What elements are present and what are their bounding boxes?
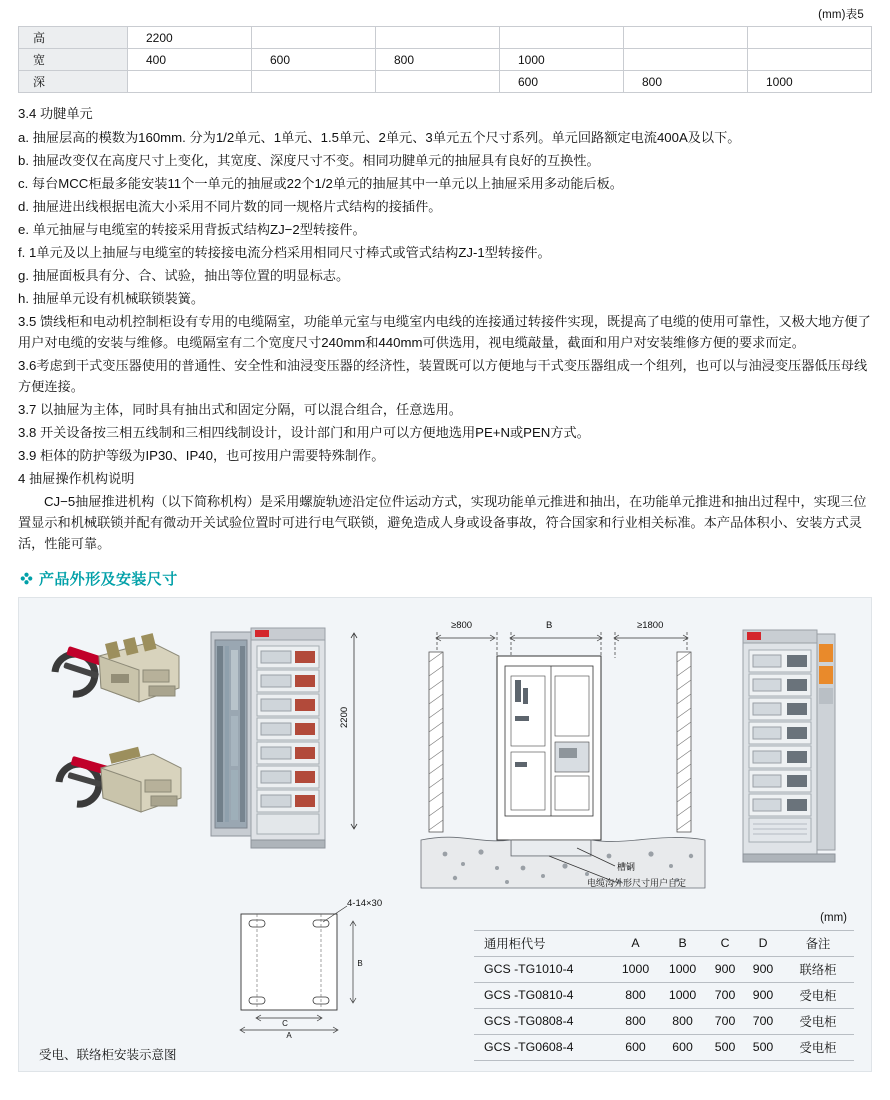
- cell-note: 受电柜: [782, 1008, 854, 1034]
- table-row: [474, 1034, 854, 1060]
- circuit-breaker-illustration-2: [49, 738, 169, 824]
- base-footprint-drawing: [219, 898, 369, 1038]
- cell-b: 1000: [659, 956, 706, 982]
- table-header-row: [474, 930, 854, 956]
- table-row: [19, 49, 872, 71]
- section-heading: [20, 568, 872, 589]
- col-header-note: 备注: [782, 930, 854, 956]
- cell: 800: [624, 71, 748, 93]
- svg-text:C: C: [282, 1018, 288, 1028]
- row-label-depth: 深: [19, 71, 128, 93]
- cabinet-open-photo: [209, 620, 339, 860]
- cell: [624, 49, 748, 71]
- list-item: c. 每台MCC柜最多能安装11个一单元的抽屉或22个1/2单元的抽屉其中一单元以上抽屉采用多动能后板。: [18, 175, 623, 191]
- cabinet-closed-photo: [735, 620, 841, 870]
- cell: 600: [252, 49, 376, 71]
- section-3-7: 3.7 以抽屉为主体，同时具有抽出式和固定分隔，可以混合组合，任意选用。: [18, 401, 462, 417]
- list-item: e. 单元抽屉与电缆室的转接采用背扳式结构ZJ−2型转接件。: [18, 221, 366, 237]
- cell-a: 800: [612, 982, 659, 1008]
- section-4-title: 4 抽屉操作机构说明: [18, 470, 135, 486]
- cell-a: 1000: [612, 956, 659, 982]
- cell-c: 700: [706, 982, 744, 1008]
- cell: 600: [500, 71, 624, 93]
- spec-table-unit-label: (mm): [820, 911, 847, 924]
- circuit-breaker-illustration-1: [43, 626, 163, 712]
- table-row: [474, 1008, 854, 1034]
- cell-code: GCS -TG0608-4: [474, 1034, 612, 1060]
- list-item: d. 抽屉进出线根据电流大小采用不同片数的同一规格片式结构的接插件。: [18, 198, 442, 214]
- cell: [376, 27, 500, 49]
- cell: 800: [376, 49, 500, 71]
- section-3-6: 3.6考虑到干式变压器使用的普通性、安全性和油浸变压器的经济性，装置既可以方便地与干式变压器组成一个组列，也可以与油浸变压器低压母线方便连接。: [18, 357, 868, 394]
- cell-c: 500: [706, 1034, 744, 1060]
- cell: [252, 71, 376, 93]
- cell: [376, 71, 500, 93]
- height-dimension-line: [349, 632, 359, 832]
- cell: [252, 27, 376, 49]
- cell-d: 900: [744, 956, 782, 982]
- clearance-right-label: ≥1800: [637, 619, 664, 631]
- cell-code: GCS -TG1010-4: [474, 956, 612, 982]
- cell: [500, 27, 624, 49]
- cell: 1000: [748, 71, 872, 93]
- channel-steel-note: 槽钢: [617, 861, 636, 872]
- cell-c: 900: [706, 956, 744, 982]
- cabinet-height-dimension: 2200: [339, 706, 350, 728]
- list-item: b. 抽屉改变仅在高度尺寸上变化，其宽度、深度尺寸不变。相同功腱单元的抽屉具有良好的互换性。: [18, 152, 600, 168]
- cell-code: GCS -TG0810-4: [474, 982, 612, 1008]
- col-header-b: B: [659, 930, 706, 956]
- table-row: [474, 956, 854, 982]
- section-3-4-items: [18, 127, 872, 309]
- flower-icon: [20, 572, 33, 585]
- cell-a: 800: [612, 1008, 659, 1034]
- cell-note: 受电柜: [782, 982, 854, 1008]
- cable-trench-note: 电缆沟外形尺寸用户自定: [587, 877, 687, 888]
- cell-c: 700: [706, 1008, 744, 1034]
- cell: 1000: [500, 49, 624, 71]
- table-row: [19, 27, 872, 49]
- list-item: a. 抽屉层高的模数为160mm. 分为1/2单元、1单元、1.5单元、2单元、3单元五个尺寸系列。单元回路额定电流400A及以下。: [18, 129, 741, 145]
- svg-text:B: B: [357, 958, 363, 968]
- cell-d: 700: [744, 1008, 782, 1034]
- cell: [128, 71, 252, 93]
- section-3-5: 3.5 馈线柜和电动机控制柜设有专用的电缆隔室，功能单元室与电缆室内电线的连接通过转接件实现，既提高了电缆的使用可靠性，又极大地方便了用户对电缆的安装与维修。电缆隔室有二个宽度尺寸240mm和440mm可供选用，视电缆敲量，截面和用户对安装维修方便的要求而定。: [18, 313, 871, 350]
- cell-d: 900: [744, 982, 782, 1008]
- cell-b: 600: [659, 1034, 706, 1060]
- row-label-width: 宽: [19, 49, 128, 71]
- figure-panel: [18, 597, 872, 1072]
- figure-caption: 受电、联络柜安装示意图: [39, 1047, 177, 1062]
- table-row: [474, 982, 854, 1008]
- svg-text:A: A: [286, 1030, 292, 1038]
- cell: 400: [128, 49, 252, 71]
- col-header-a: A: [612, 930, 659, 956]
- cabinet-width-b-label: B: [546, 619, 553, 631]
- cell-b: 800: [659, 1008, 706, 1034]
- col-header-c: C: [706, 930, 744, 956]
- cell-note: 联络柜: [782, 956, 854, 982]
- cell-d: 500: [744, 1034, 782, 1060]
- section-heading-text: 产品外形及安装尺寸: [39, 570, 178, 588]
- dimension-table: [18, 26, 872, 93]
- section-3-8: 3.8 开关设备按三相五线制和三相四线制设计，设计部门和用户可以方便地选用PE+N或PEN方式。: [18, 424, 590, 440]
- cell: 2200: [128, 27, 252, 49]
- installation-section-drawing: [419, 616, 709, 906]
- hole-spec-label: 4-14×30: [347, 897, 383, 909]
- general-cabinet-spec-table: [474, 930, 854, 1061]
- cell-note: 受电柜: [782, 1034, 854, 1060]
- col-header-d: D: [744, 930, 782, 956]
- section-3-4-title: 3.4 功腱单元: [18, 106, 93, 121]
- row-label-height: 高: [19, 27, 128, 49]
- section-4-paragraph: CJ−5抽屉推进机构（以下简称机构）是采用螺旋轨迹沿定位件运动方式，实现功能单元推进和抽出，在功能单元推进和抽出过程中，实现三位置显示和机械联锁并配有微动开关试验位置时可进行电气联锁，避免造成人身或设备事故，符合国家和行业相关标准。本产品体积小、安装方式灵活，性能可靠。: [18, 493, 867, 551]
- cell-code: GCS -TG0808-4: [474, 1008, 612, 1034]
- section-3-9: 3.9 柜体的防护等级为IP30、IP40，也可按用户需要特殊制作。: [18, 447, 385, 463]
- list-item: g. 抽屉面板具有分、合、试验，抽出等位置的明显标志。: [18, 267, 350, 283]
- cell-b: 1000: [659, 982, 706, 1008]
- cell: [624, 27, 748, 49]
- table-row: [19, 71, 872, 93]
- unit-note: (mm)表5: [818, 9, 864, 21]
- cell-a: 600: [612, 1034, 659, 1060]
- cell: [748, 49, 872, 71]
- clearance-left-label: ≥800: [451, 619, 473, 631]
- col-header-code: 通用柜代号: [474, 930, 612, 956]
- cell: [748, 27, 872, 49]
- list-item: f. 1单元及以上抽屉与电缆室的转接接电流分档采用相同尺寸棒式或管式结构ZJ-1型转接件。: [18, 244, 551, 260]
- list-item: h. 抽屉单元设有机械联锁裝簧。: [18, 290, 205, 306]
